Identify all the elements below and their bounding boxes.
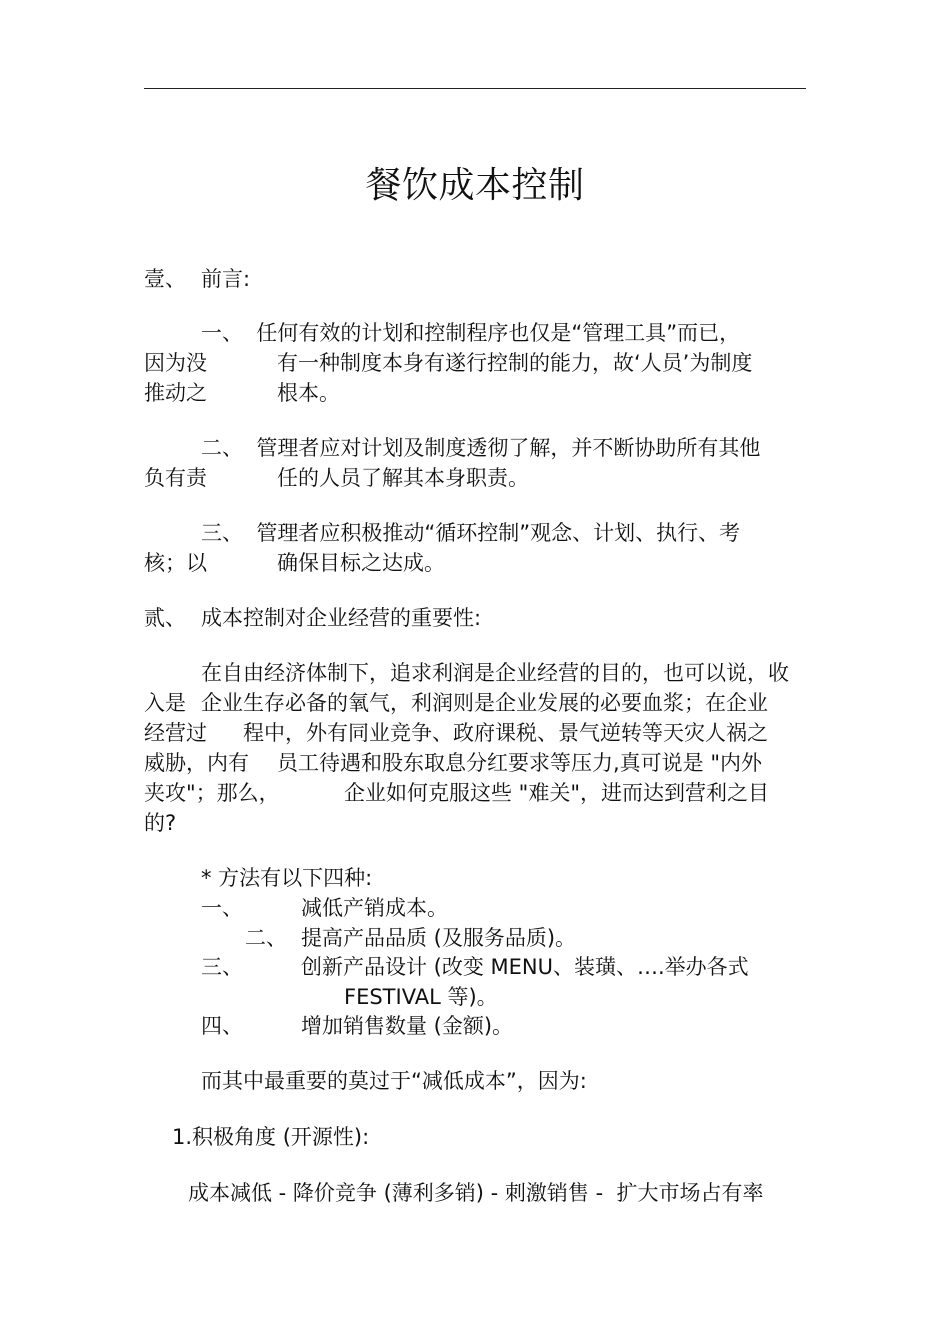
method-2-text: 提高产品品质 (及服务品质)。 [301, 926, 577, 950]
para-line-6: 的? [144, 811, 177, 835]
para-line-5a: 夹攻"；那么， [144, 781, 280, 805]
point-1-heading: 1.积极角度 (开源性): [172, 1125, 370, 1149]
point-1-chain: 成本减低 - 降价竞争 (薄利多销) - 刺激销售 - 扩大市场占有率 [188, 1181, 764, 1205]
item-1-line-1: 一、 任何有效的计划和控制程序也仅是“管理工具”而已， [201, 321, 741, 345]
para-line-2a: 入是 [144, 691, 186, 715]
section-1-heading: 前言: [201, 267, 251, 291]
para-line-2b: 企业生存必备的氧气，利润则是企业发展的必要血浆；在企业 [201, 691, 768, 715]
method-1-number: 一、 [201, 896, 243, 920]
method-1-text: 减低产销成本。 [301, 896, 448, 920]
page-title: 餐饮成本控制 [365, 165, 585, 206]
para-line-4b: 员工待遇和股东取息分红要求等压力,真可说是 "内外 [277, 751, 763, 775]
item-2-line-2b: 任的人员了解其本身职责。 [277, 466, 529, 490]
method-3-number: 三、 [201, 955, 243, 979]
item-1-line-3a: 推动之 [144, 381, 207, 405]
methods-intro: * 方法有以下四种: [201, 866, 373, 890]
item-3-line-2a: 核；以 [144, 551, 207, 575]
method-3-text: 创新产品设计 (改变 MENU、装璜、….举办各式 [301, 955, 749, 979]
header-rule [144, 88, 806, 89]
most-important-line: 而其中最重要的莫过于“减低成本”，因为: [201, 1069, 587, 1093]
item-3-line-1: 三、 管理者应积极推动“循环控制”观念、计划、执行、考 [201, 521, 741, 545]
item-1-line-2b: 有一种制度本身有遂行控制的能力，故‘人员’为制度 [277, 351, 753, 375]
item-1-line-3b: 根本。 [277, 381, 340, 405]
item-3-line-2b: 确保目标之达成。 [277, 551, 445, 575]
item-2-line-2a: 负有责 [144, 466, 207, 490]
section-2-number: 贰、 [144, 606, 186, 630]
method-4-text: 增加销售数量 (金额)。 [301, 1014, 514, 1038]
para-line-1: 在自由经济体制下，追求利润是企业经营的目的，也可以说，收 [201, 661, 789, 685]
item-1-line-2a: 因为没 [144, 351, 207, 375]
method-2-number: 二、 [245, 926, 287, 950]
item-2-line-1: 二、 管理者应对计划及制度透彻了解，并不断协助所有其他 [201, 436, 761, 460]
para-line-3a: 经营过 [144, 721, 207, 745]
para-line-4a: 威胁，内有 [144, 751, 249, 775]
method-3-continuation: FESTIVAL 等)。 [344, 985, 498, 1009]
section-2-heading: 成本控制对企业经营的重要性: [201, 606, 482, 630]
para-line-3b: 程中，外有同业竞争、政府课税、景气逆转等天灾人祸之 [243, 721, 768, 745]
section-1-number: 壹、 [144, 267, 186, 291]
para-line-5b: 企业如何克服这些 "难关"，进而达到营利之目 [344, 781, 769, 805]
method-4-number: 四、 [201, 1014, 243, 1038]
